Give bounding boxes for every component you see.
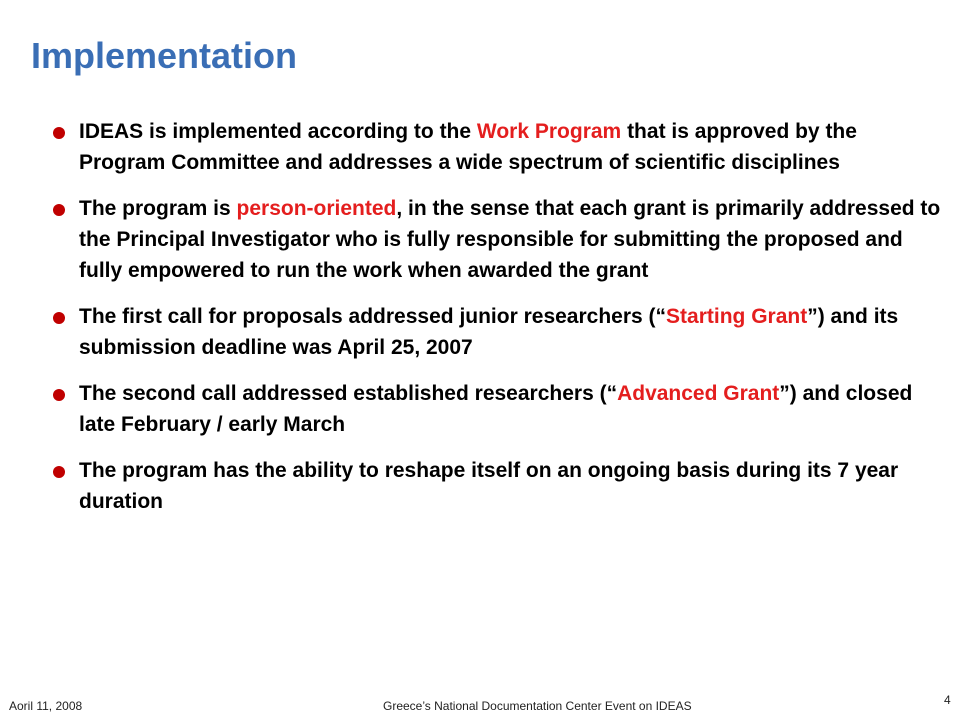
bullet-item — [0, 116, 960, 178]
bullet-item — [0, 378, 960, 440]
bullet-text: The second call addressed established researchers (“ — [79, 382, 618, 405]
bullet-text: ”) and its submission deadline was April 25, 2007 — [79, 305, 899, 359]
bullet-text: ”) and closed late February / early March — [79, 382, 913, 436]
page-number: 4 — [944, 693, 951, 707]
bullet-text: , in the sense that each grant is primarily addressed to the Principal Investigator who is fully responsible for submitting the proposed and fully empowered to run the work when awarded the grant — [79, 197, 941, 282]
bullet-dot-icon — [53, 127, 65, 139]
highlighted-term: Starting Grant — [666, 305, 808, 328]
bullet-item — [0, 455, 960, 517]
bullet-list — [0, 116, 960, 532]
bullet-text: The first call for proposals addressed junior researchers (“ — [79, 305, 667, 328]
bullet-dot-icon — [53, 389, 65, 401]
bullet-dot-icon — [53, 466, 65, 478]
bullet-text: that is approved by the Program Committee and addresses a wide spectrum of scientific disciplines — [79, 120, 857, 174]
highlighted-term: Work Program — [476, 120, 622, 143]
bullet-item — [0, 193, 960, 286]
bullet-dot-icon — [53, 204, 65, 216]
bullet-text: IDEAS is implemented according to the — [79, 120, 477, 143]
highlighted-term: person-oriented — [236, 197, 397, 220]
bullet-text: The program is — [79, 197, 237, 220]
highlighted-term: Advanced Grant — [617, 382, 780, 405]
footer-event-title: Greece’s National Documentation Center Event on IDEAS — [383, 699, 692, 713]
footer-date: Aoril 11, 2008 — [9, 699, 83, 713]
bullet-text: The program has the ability to reshape itself on an ongoing basis during its 7 year duration — [79, 459, 899, 513]
bullet-item — [0, 301, 960, 363]
bullet-dot-icon — [53, 312, 65, 324]
slide-title: Implementation — [31, 35, 298, 76]
